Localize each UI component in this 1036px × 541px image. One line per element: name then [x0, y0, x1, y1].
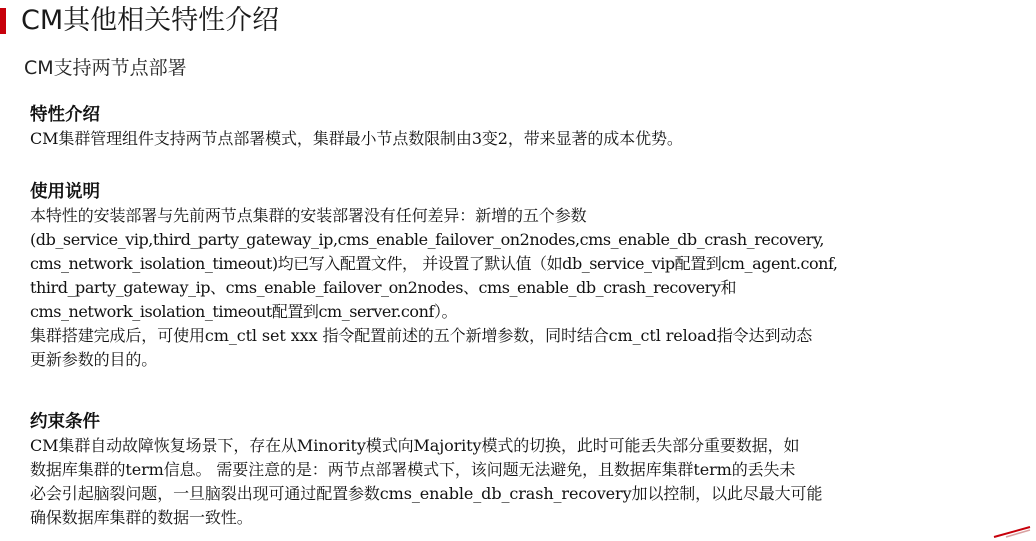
- paragraph-line: cms_network_isolation_timeout配置到cm_server.conf）。: [30, 302, 458, 321]
- corner-decoration-icon: [992, 526, 1032, 538]
- section-heading: 约束条件: [30, 412, 100, 432]
- section-constraints: [30, 410, 1030, 530]
- page-subtitle: CM支持两节点部署: [24, 57, 187, 79]
- paragraph-line: 集群搭建完成后，可使用cm_ctl set xxx 指令配置前述的五个新增参数，同时结合cm_ctl reload指令达到动态: [30, 326, 813, 345]
- section-heading: 特性介绍: [30, 105, 100, 125]
- paragraph-line: (db_service_vip,third_party_gateway_ip,cms_enable_failover_on2nodes,cms_enable_db_crash_recovery,: [30, 230, 825, 249]
- paragraph-line: third_party_gateway_ip、cms_enable_failover_on2nodes、cms_enable_db_crash_recovery和: [30, 278, 736, 297]
- section-heading: 使用说明: [30, 182, 100, 202]
- paragraph-line: 必会引起脑裂问题，一旦脑裂出现可通过配置参数cms_enable_db_crash_recovery加以控制，以此尽最大可能: [30, 484, 823, 503]
- paragraph-line: CM集群管理组件支持两节点部署模式，集群最小节点数限制由3变2，带来显著的成本优势。: [30, 129, 683, 148]
- section-feature-intro: [30, 103, 1030, 151]
- paragraph-line: 确保数据库集群的数据一致性。: [30, 508, 253, 527]
- paragraph-line: 数据库集群的term信息。 需要注意的是：两节点部署模式下，该问题无法避免，且数据库集群term的丢失未: [30, 460, 796, 479]
- title-accent-bar: [0, 8, 6, 34]
- page-title: CM其他相关特性介绍: [21, 5, 280, 36]
- paragraph-line: cms_network_isolation_timeout)均已写入配置文件， 并设置了默认值（如db_service_vip配置到cm_agent.conf,: [30, 254, 838, 273]
- paragraph-line: CM集群自动故障恢复场景下，存在从Minority模式向Majority模式的切换，此时可能丢失部分重要数据，如: [30, 436, 800, 455]
- paragraph-line: 更新参数的目的。: [30, 350, 158, 369]
- paragraph-line: 本特性的安装部署与先前两节点集群的安装部署没有任何差异：新增的五个参数: [30, 206, 587, 225]
- section-usage-notes: [30, 180, 1030, 372]
